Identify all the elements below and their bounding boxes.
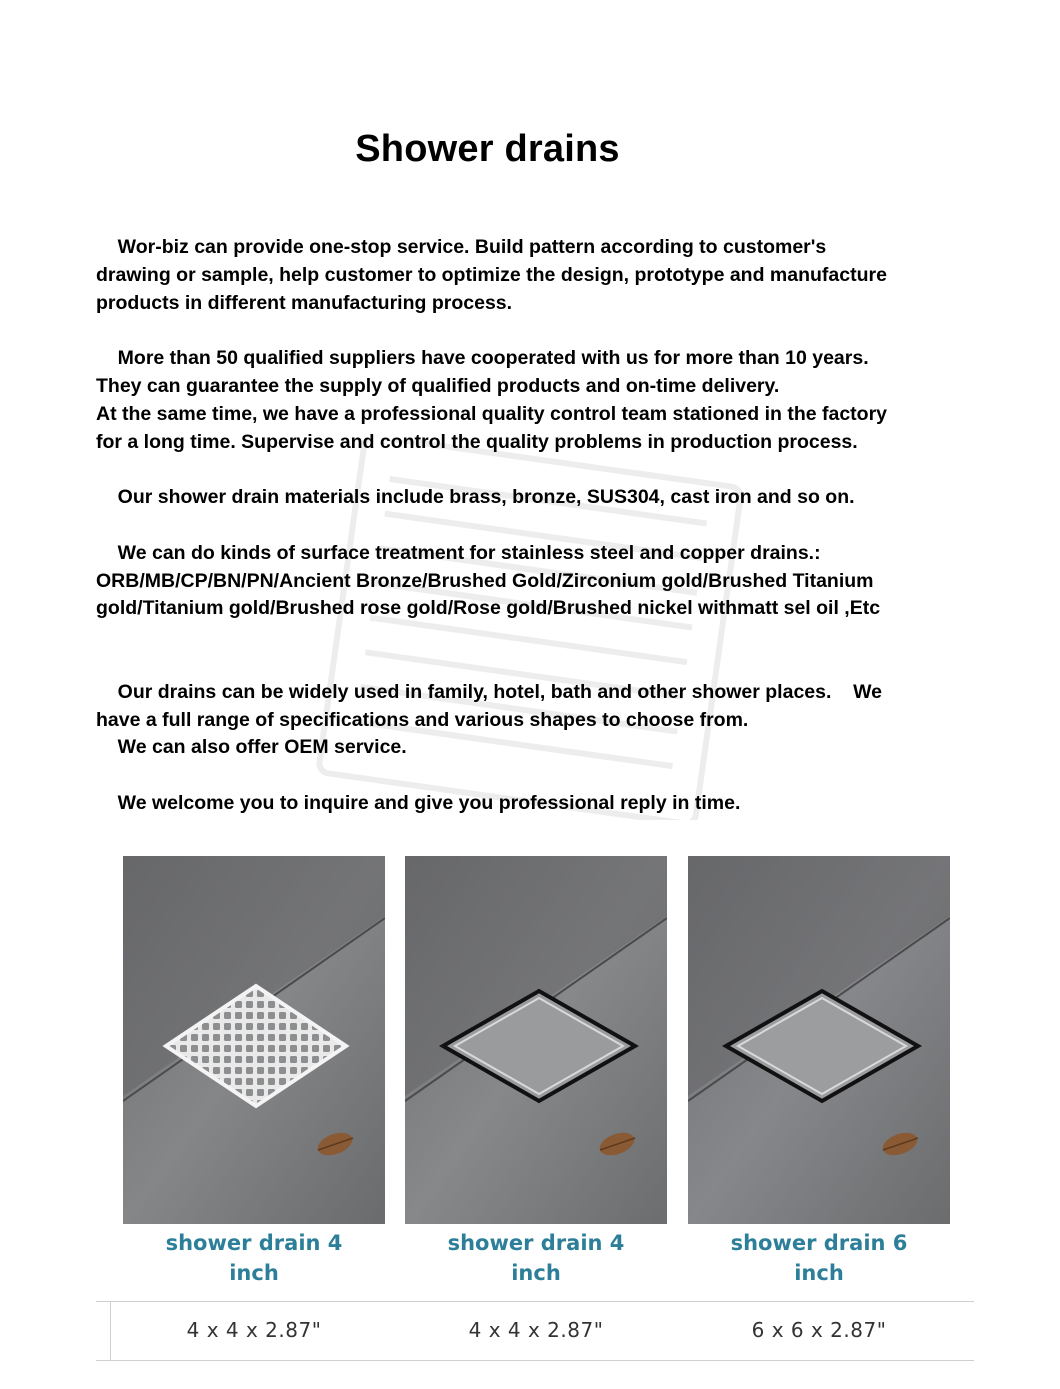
paragraph-applications: Our drains can be widely used in family, hotel, bath and other shower places. We have a full range of specifications and various shapes to choose from. We can also offer OEM service.: [96, 680, 882, 759]
product-photo-perforated-drain: [123, 856, 385, 1224]
row-divider: [110, 1302, 111, 1360]
product-caption: [405, 1228, 667, 1288]
product-size: 4 x 4 x 2.87": [468, 1318, 604, 1342]
product-caption: [123, 1228, 385, 1288]
caption-line: shower drain 4: [165, 1231, 343, 1255]
paragraph-welcome: We welcome you to inquire and give you professional reply in time.: [96, 791, 741, 814]
paragraph-materials: Our shower drain materials include brass, bronze, SUS304, cast iron and so on.: [96, 486, 855, 509]
product-caption: [688, 1228, 950, 1288]
caption-line: shower drain 6: [730, 1231, 908, 1255]
page-title: Shower drains: [355, 128, 620, 170]
paragraph-service: Wor-biz can provide one-stop service. Build pattern according to customer's drawing or sample, help customer to optimize the design, prototype and manufacture products in different manufacturing process.: [96, 236, 887, 314]
product-card: [688, 856, 950, 1288]
product-gallery: [96, 856, 976, 1366]
description: [96, 234, 976, 818]
paragraph-surface-treatment: We can do kinds of surface treatment for stainless steel and copper drains.: ORB/MB/CP/BN/PN/Ancient Bronze/Brushed Gold/Zirconium gold/Brushed Titanium gold/Titanium gold/Brushed rose gold/Rose gold/Brushed nickel withmatt sel oil ,Etc: [96, 541, 881, 620]
product-card: [123, 856, 385, 1288]
paragraph-suppliers: More than 50 qualified suppliers have cooperated with us for more than 10 years. They can guarantee the supply of qualified products and on-time delivery. At the same time, we have a professional quality control team stationed in the factory for a long time. Supervise and control the quality problems in production process.: [96, 347, 888, 453]
product-photo-tile-insert-drain: [405, 856, 667, 1224]
product-photo-tile-insert-drain-large: [688, 856, 950, 1224]
size-row: [96, 1301, 974, 1361]
caption-line: inch: [229, 1261, 279, 1285]
caption-line: inch: [794, 1261, 844, 1285]
product-size: 6 x 6 x 2.87": [751, 1318, 887, 1342]
caption-line: shower drain 4: [447, 1231, 625, 1255]
product-card: [405, 856, 667, 1288]
caption-line: inch: [511, 1261, 561, 1285]
product-size: 4 x 4 x 2.87": [186, 1318, 322, 1342]
